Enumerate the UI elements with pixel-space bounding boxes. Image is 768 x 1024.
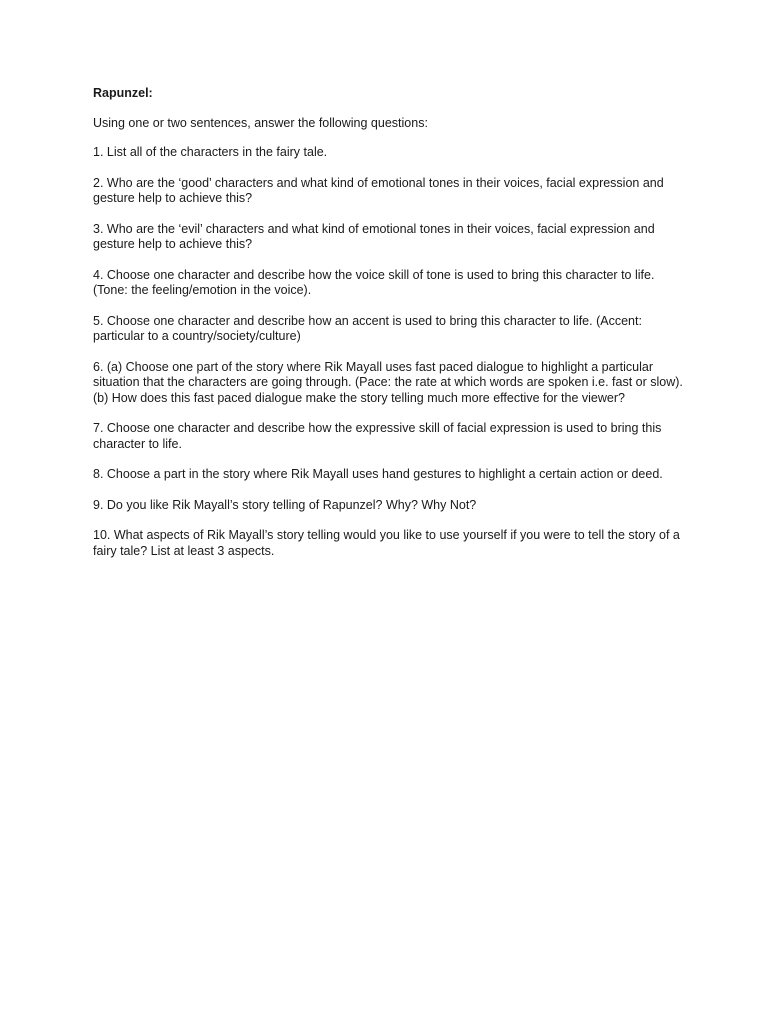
question-subpart-b: (b) How does this fast paced dialogue make the story telling much more effective for the viewer?: [93, 390, 625, 405]
question-text: 10. What aspects of Rik Mayall’s story telling would you like to use yourself if you were to tell the story of a fairy tale? List at least 3 aspects.: [93, 528, 680, 558]
question-text: 9. Do you like Rik Mayall’s story telling of Rapunzel? Why? Why Not?: [93, 497, 477, 512]
question-text: 3. Who are the ‘evil’ characters and what kind of emotional tones in their voices, facial expression and gesture help to achieve this?: [93, 221, 655, 251]
question-10: [93, 528, 683, 559]
question-9: [93, 498, 683, 514]
question-2: [93, 176, 683, 207]
question-text: 6. (a) Choose one part of the story where Rik Mayall uses fast paced dialogue to highlight a particular situation that the characters are going through. (Pace: the rate at which words are spoken i.e. fast or slow).: [93, 359, 683, 389]
question-5: [93, 314, 683, 345]
document-title: Rapunzel:: [93, 86, 153, 100]
question-1: [93, 145, 683, 161]
question-8: [93, 467, 683, 483]
question-6: [93, 360, 683, 407]
question-3: [93, 222, 683, 253]
question-7: [93, 421, 683, 452]
instructions-text: Using one or two sentences, answer the following questions:: [93, 115, 428, 130]
question-text: 8. Choose a part in the story where Rik Mayall uses hand gestures to highlight a certain action or deed.: [93, 467, 663, 481]
question-text: 1. List all of the characters in the fairy tale.: [93, 145, 328, 159]
question-text: 5. Choose one character and describe how an accent is used to bring this character to life. (Accent: particular to a country/society/culture): [93, 313, 642, 343]
question-4: [93, 268, 683, 299]
question-text: 2. Who are the ‘good’ characters and what kind of emotional tones in their voices, facial expression and gesture help to achieve this?: [93, 175, 664, 205]
document-page: [93, 86, 683, 574]
question-text: 7. Choose one character and describe how the expressive skill of facial expression is used to bring this character to life.: [93, 421, 662, 451]
question-text: 4. Choose one character and describe how the voice skill of tone is used to bring this character to life. (Tone: the feeling/emotion in the voice).: [93, 267, 655, 297]
